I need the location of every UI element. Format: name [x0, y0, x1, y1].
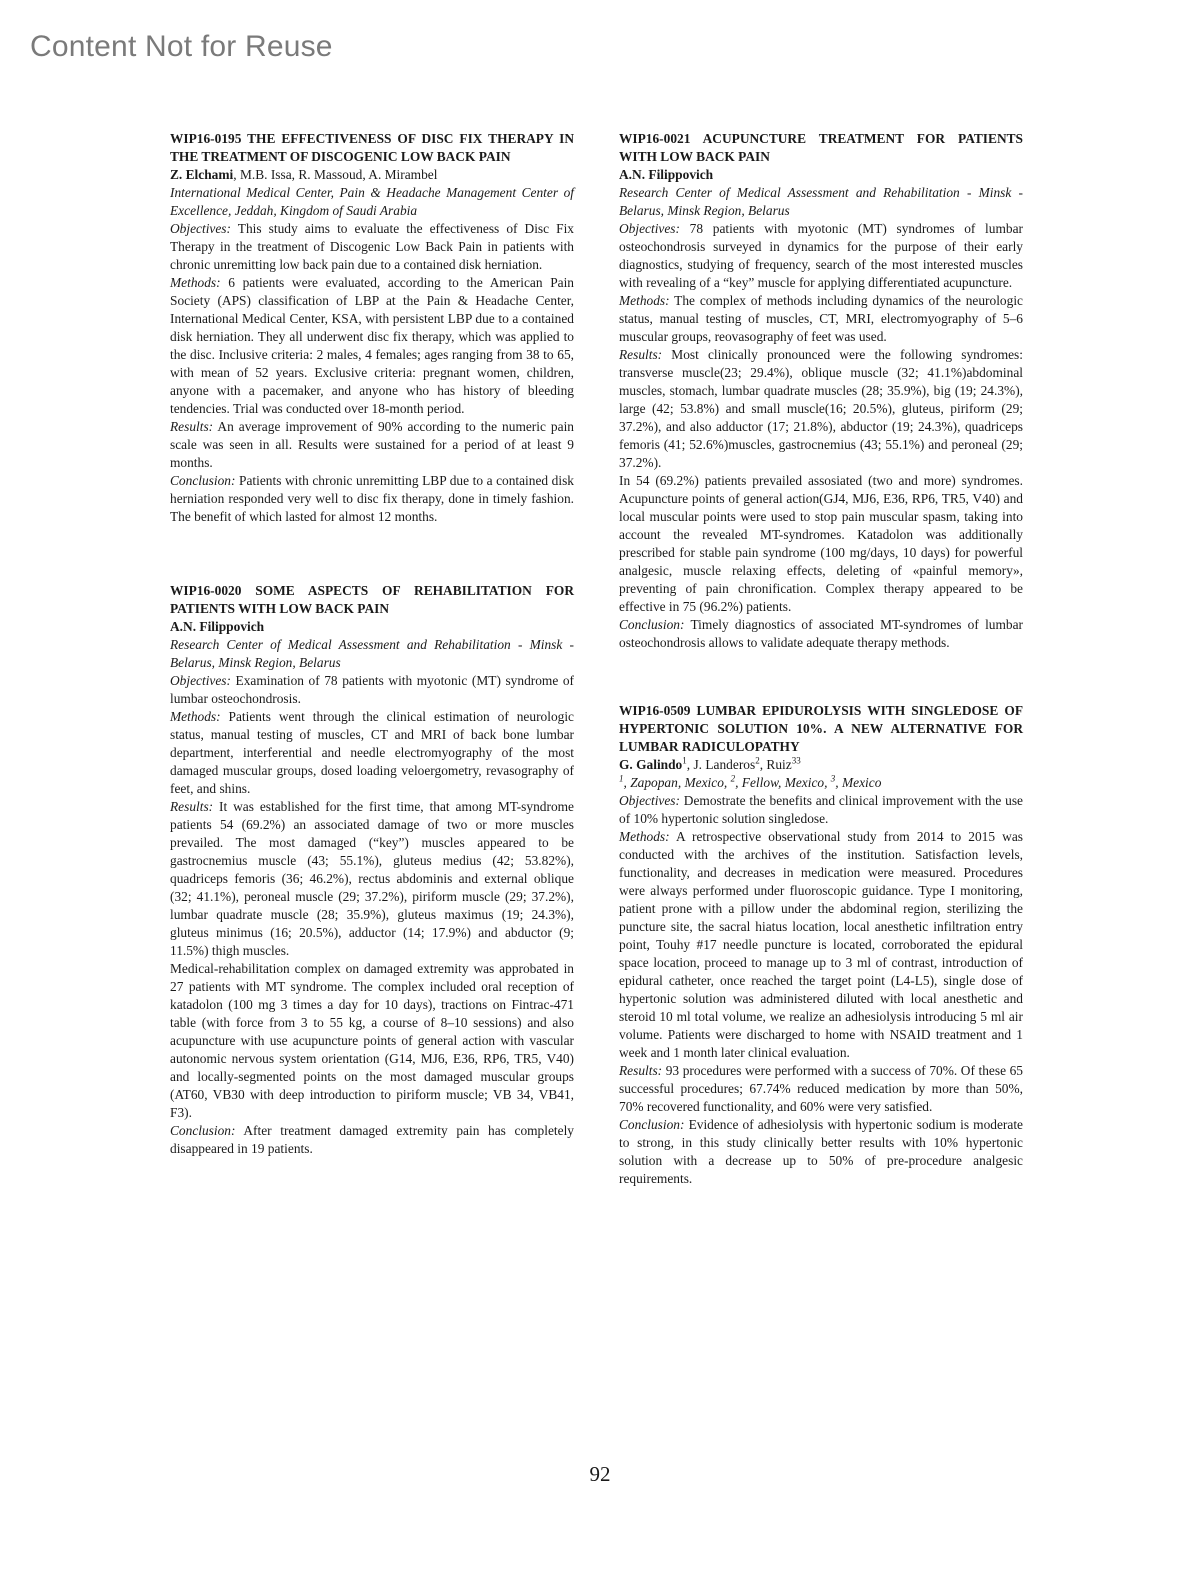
section-text: An average improvement of 90% according to the numeric pain scale was seen in all. Results were sustained for a period of at least 9 months. — [170, 419, 574, 470]
section-text: 78 patients with myotonic (MT) syndromes of lumbar osteochondrosis surveyed in dynamics for the purpose of their early diagnostics, studying of frequency, search of the most interested muscles with revealing of a “key” muscle for applying differentiated acupuncture. — [619, 221, 1023, 290]
abstract-spacer — [170, 526, 574, 582]
author-superscript: 33 — [791, 755, 801, 766]
abstract-wip16-0509 — [619, 702, 1023, 1188]
section-text: Demostrate the benefits and clinical improvement with the use of 10% hypertonic solution singledose. — [619, 793, 1023, 826]
abstract-wip16-0021 — [619, 130, 1023, 652]
section-paragraph — [619, 472, 1023, 616]
abstract-affiliation — [619, 774, 1023, 792]
section-conclusion — [170, 1122, 574, 1158]
section-text: Evidence of adhesiolysis with hypertonic sodium is moderate to strong, in this study clinically better results with 10% hypertonic solution with a decrease up to 50% of pre-procedure analgesic requirements. — [619, 1117, 1023, 1186]
abstract-affiliation: Research Center of Medical Assessment and Rehabilitation - Minsk - Belarus, Minsk Region, Belarus — [170, 637, 574, 670]
section-label: Objectives: — [170, 221, 231, 236]
section-conclusion — [619, 1116, 1023, 1188]
section-results — [619, 346, 1023, 472]
section-label: Methods: — [170, 275, 221, 290]
abstract-title: WIP16-0020 SOME ASPECTS OF REHABILITATION FOR PATIENTS WITH LOW BACK PAIN — [170, 583, 574, 616]
abstract-title: WIP16-0195 THE EFFECTIVENESS OF DISC FIX THERAPY IN THE TREATMENT OF DISCOGENIC LOW BACK PAIN — [170, 131, 574, 164]
co-authors: , Ruiz — [759, 757, 792, 772]
abstract-authors — [619, 166, 1023, 184]
section-label: Conclusion: — [170, 473, 236, 488]
section-text: The complex of methods including dynamics of the neurologic status, manual testing of muscles, CT, MRI, electromyography of 5–6 muscular groups, reovasography of feet was used. — [619, 293, 1023, 344]
section-conclusion — [170, 472, 574, 526]
section-paragraph — [170, 960, 574, 1122]
section-objectives — [619, 220, 1023, 292]
section-label: Conclusion: — [619, 617, 685, 632]
author-superscript: 1 — [682, 755, 687, 766]
section-label: Results: — [170, 799, 214, 814]
abstract-authors — [170, 166, 574, 184]
section-text: 6 patients were evaluated, according to the American Pain Society (APS) classification of LBP at the Pain & Headache Center, International Medical Center, KSA, with persistent LBP due to a contained disk herniation. They all underwent disc fix therapy, which was applied to the disc. Inclusive criteria: 2 males, 4 females; ages ranging from 38 to 65, with mean of 52 years. Exclusive criteria: pregnant women, children, anyone with a pacemaker, and anyone who has history of bleeding tendencies. Trial was conducted over 18-month period. — [170, 275, 574, 416]
co-authors: , J. Landeros — [686, 757, 756, 772]
abstract-wip16-0195 — [170, 130, 574, 526]
presenting-author: A.N. Filippovich — [170, 619, 265, 634]
section-methods — [170, 708, 574, 798]
section-text: A retrospective observational study from 2014 to 2015 was conducted with the archives of the institution. Satisfaction levels, functionality, and decreases in medication were measured. Procedures were always performed under fluoroscopic guidance. Type I monitoring, patient prone with a pillow under the abdominal region, sterilizing the puncture site, the sacral hiatus location, local anesthetic infiltration entry point, Touhy #17 needle puncture is located, corroborated the epidural space location, proceed to manage up to 3 ml of contrast, introduction of epidural catheter, once reached the target point (L4-L5), single dose of hypertonic solution was administered diluted with local anesthetic and steroid 10 ml total volume, we realize an adhesiolysis introducing 5 ml air volume. Patients were discharged to home with NSAID treatment and 1 week and 1 month later clinical evaluation. — [619, 829, 1023, 1060]
abstract-wip16-0020 — [170, 582, 574, 1158]
section-text: It was established for the first time, that among MT-syndrome patients 54 (69.2%) an associated damage of two or more muscles prevailed. The most damaged (“key”) muscles appeared to be gastrocnemius muscle (43; 55.1%), gluteus medius (42; 53.82%), quadriceps femoris (36; 46.2%), rectus abdominis and external oblique (32; 41.1%), peroneal muscle (29; 37.2%), piriform muscle (29; 37.2%), lumbar quadrate muscle (28; 35.9%), gluteus maximus (19; 24.3%), gluteus minimus (16; 20.5%), adductor (14; 17.9%) and abductor (9; 11.5%) thigh muscles. — [170, 799, 574, 958]
section-methods — [170, 274, 574, 418]
section-label: Objectives: — [170, 673, 231, 688]
right-column — [619, 130, 1023, 1188]
section-results — [619, 1062, 1023, 1116]
affiliation-text: , Zapopan, Mexico, — [623, 775, 731, 790]
section-text: In 54 (69.2%) patients prevailed assosiated (two and more) syndromes. Acupuncture points of general action(GJ4, MJ6, E36, RP6, TR5, V40) and local muscular points were used to stop pain muscular spasm, taking into account the revealed MT-syndromes. Katadolon was additionally prescribed for stable pain syndrome (100 mg/days, 10 days) for powerful analgesic, muscle relaxing effects, deleting of «painful memory», preventing of pain chronification. Complex therapy appeared to be effective in 75 (96.2%) patients. — [619, 473, 1023, 614]
section-label: Methods: — [619, 829, 670, 844]
section-label: Results: — [619, 1063, 663, 1078]
section-methods — [619, 828, 1023, 1062]
section-conclusion — [619, 616, 1023, 652]
affiliation-text: , Mexico — [835, 775, 882, 790]
section-text: Patients went through the clinical estimation of neurologic status, manual testing of muscles, CT and MRI of back bone lumbar department, interferential and needle electromyography of the most damaged muscular groups, dosed loading veloergometry, revasography of feet, and shins. — [170, 709, 574, 796]
affiliation-superscript: 2 — [730, 773, 736, 784]
section-text: Medical-rehabilitation complex on damaged extremity was approbated in 27 patients with MT syndrome. The complex included oral reception of katadolon (100 mg 3 times a day for 10 days), tractions on Fintrac-471 table (with force from 3 to 55 kg, a course of 8–10 sessions) and also acupuncture with use acupuncture points of general action with vascular autonomic nervous system orientation (G14, MJ6, E36, RP6, TR5, V40) and locally-segmented points on the most damaged muscular groups (AT60, VB30 with deep introduction to piriform muscle; VB 34, VB41, F3). — [170, 961, 574, 1120]
affiliation-text: , Fellow, Mexico, — [735, 775, 831, 790]
section-text: After treatment damaged extremity pain has completely disappeared in 19 patients. — [170, 1123, 574, 1156]
section-objectives — [619, 792, 1023, 828]
section-label: Methods: — [619, 293, 670, 308]
section-label: Conclusion: — [619, 1117, 685, 1132]
section-results — [170, 798, 574, 960]
section-label: Conclusion: — [170, 1123, 236, 1138]
presenting-author: Z. Elchami — [170, 167, 234, 182]
presenting-author: G. Galindo — [619, 757, 683, 772]
section-label: Results: — [619, 347, 663, 362]
section-label: Objectives: — [619, 793, 680, 808]
section-text: Timely diagnostics of associated MT-syndromes of lumbar osteochondrosis allows to validate adequate therapy methods. — [619, 617, 1023, 650]
abstract-affiliation: Research Center of Medical Assessment and Rehabilitation - Minsk - Belarus, Minsk Region, Belarus — [619, 185, 1023, 218]
affiliation-superscript: 1 — [619, 773, 624, 784]
abstract-title: WIP16-0509 LUMBAR EPIDUROLYSIS WITH SINGLEDOSE OF HYPERTONIC SOLUTION 10%. A NEW ALTERNATIVE FOR LUMBAR RADICULOPATHY — [619, 703, 1023, 754]
co-authors: , M.B. Issa, R. Massoud, A. Mirambel — [233, 167, 438, 182]
section-objectives — [170, 672, 574, 708]
presenting-author: A.N. Filippovich — [619, 167, 714, 182]
section-text: Examination of 78 patients with myotonic (MT) syndrome of lumbar osteochondrosis. — [170, 673, 574, 706]
watermark-text: Content Not for Reuse — [30, 30, 333, 63]
abstract-affiliation: International Medical Center, Pain & Headache Management Center of Excellence, Jeddah, Kingdom of Saudi Arabia — [170, 185, 574, 218]
abstract-authors — [619, 756, 1023, 774]
affiliation-superscript: 3 — [830, 773, 836, 784]
section-label: Methods: — [170, 709, 221, 724]
abstract-title: WIP16-0021 ACUPUNCTURE TREATMENT FOR PATIENTS WITH LOW BACK PAIN — [619, 131, 1023, 164]
section-text: 93 procedures were performed with a success of 70%. Of these 65 successful procedures; 67.74% reduced medication by more than 50%, 70% recovered functionality, and 60% were very satisfied. — [619, 1063, 1023, 1114]
section-label: Results: — [170, 419, 214, 434]
left-column — [170, 130, 574, 1158]
section-label: Objectives: — [619, 221, 680, 236]
section-methods — [619, 292, 1023, 346]
section-text: This study aims to evaluate the effectiveness of Disc Fix Therapy in the treatment of Discogenic Low Back Pain in patients with chronic unremitting low back pain due to a contained disk herniation. — [170, 221, 574, 272]
abstract-spacer — [619, 652, 1023, 702]
section-objectives — [170, 220, 574, 274]
section-results — [170, 418, 574, 472]
page-number: 92 — [589, 1462, 611, 1486]
section-text: Most clinically pronounced were the following syndromes: transverse muscle(23; 29.4%), oblique muscle (32; 41.1%)abdominal muscles, stomach, lumbar quadrate muscles (28; 35.9%), big (19; 24.3%), large (42; 53.8%) and small muscle(16; 20.5%), gluteus, piriform (29; 37.2%), and also adductor (17; 21.8%), abductor (19; 24.3%), quadriceps femoris (41; 52.6%)muscles, gastrocnemius (43; 55.1%) and peroneal (29; 37.2%). — [619, 347, 1023, 470]
section-text: Patients with chronic unremitting LBP due to a contained disk herniation responded very well to disc fix therapy, done in timely fashion. The benefit of which lasted for almost 12 months. — [170, 473, 574, 524]
author-superscript: 2 — [755, 755, 760, 766]
abstract-authors — [170, 618, 574, 636]
